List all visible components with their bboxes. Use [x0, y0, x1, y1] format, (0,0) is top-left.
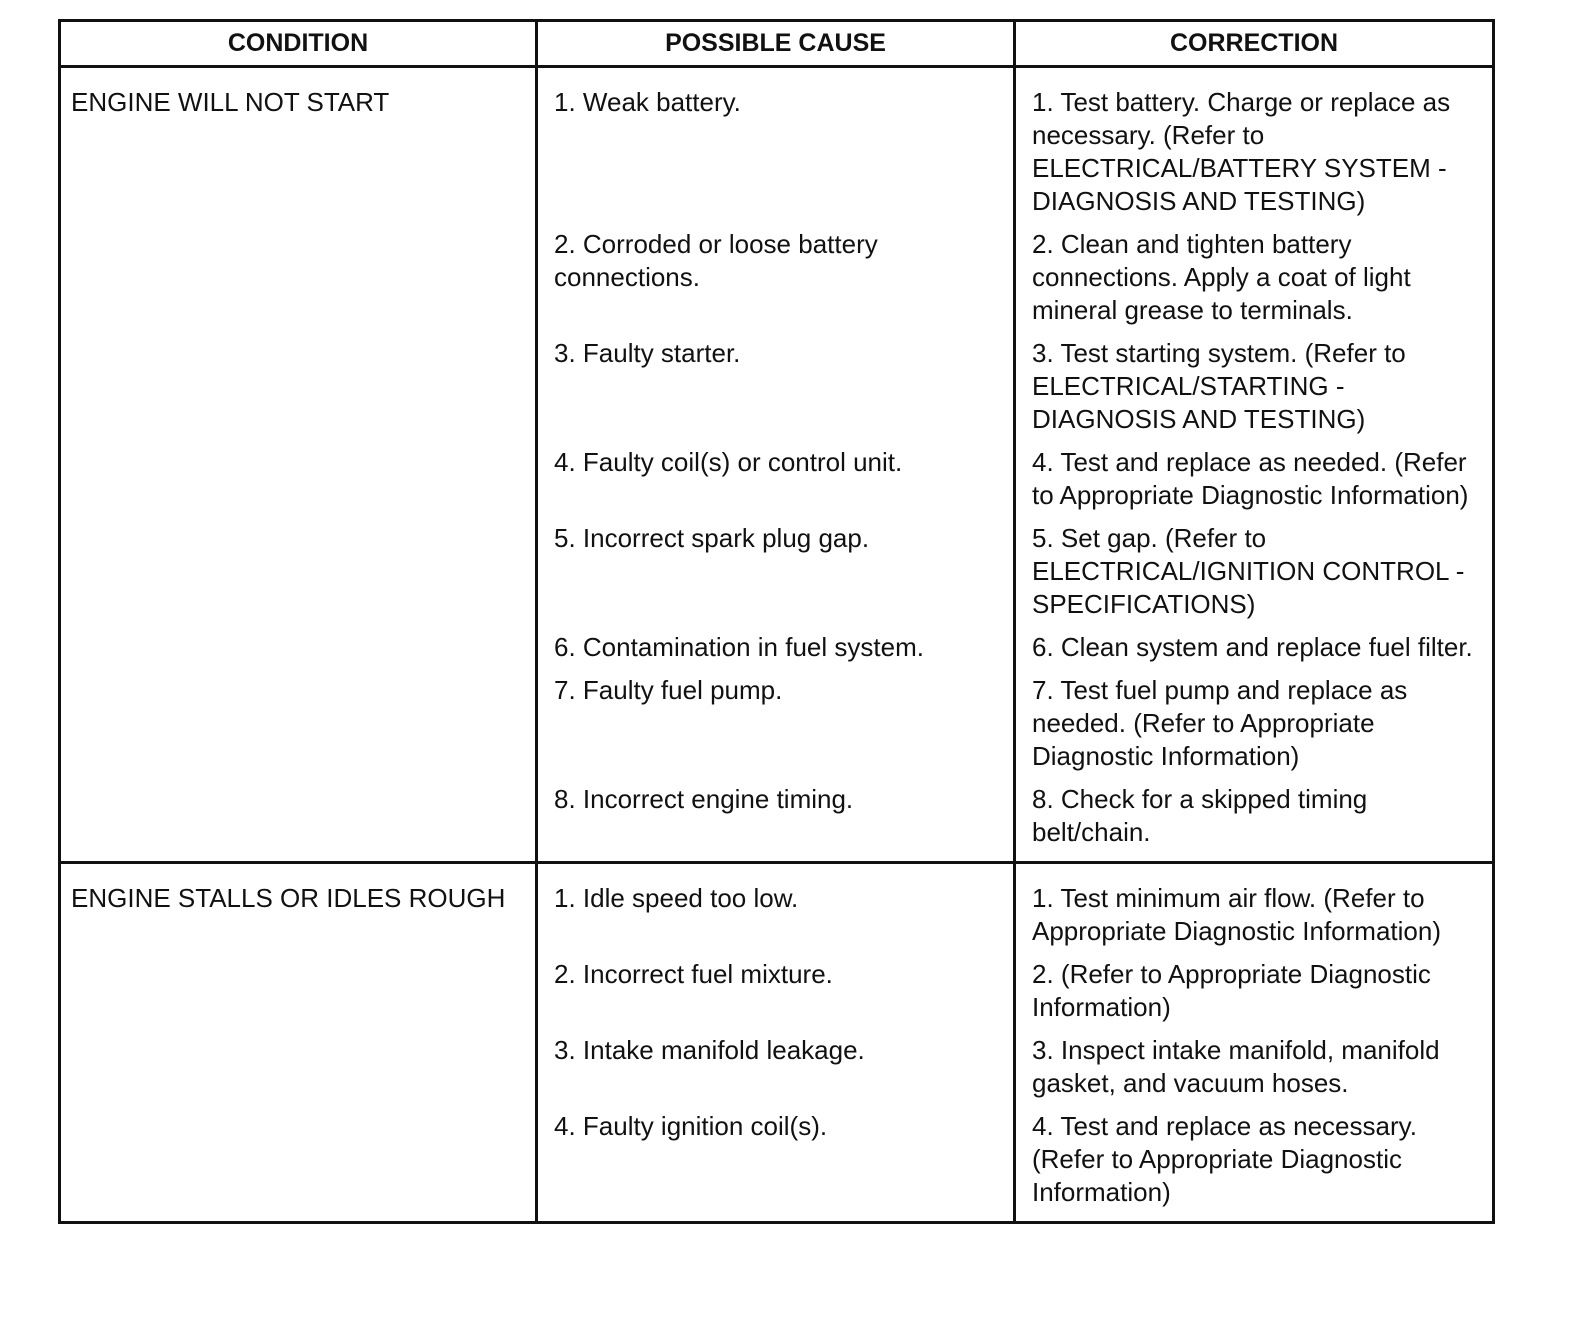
correction-cell: 6. Clean system and replace fuel filter.: [1015, 631, 1494, 674]
condition-cell: ENGINE STALLS OR IDLES ROUGH: [60, 863, 537, 1223]
condition-cell: ENGINE WILL NOT START: [60, 67, 537, 863]
cause-cell: 3. Faulty starter.: [537, 337, 1015, 446]
cause-cell: 7. Faulty fuel pump.: [537, 674, 1015, 783]
header-row: [60, 21, 1494, 67]
cause-cell: 4. Faulty ignition coil(s).: [537, 1110, 1015, 1223]
engine-will-not-start-group: [60, 67, 1494, 863]
correction-cell: 7. Test fuel pump and replace as needed. (Refer to Appropriate Diagnostic Information): [1015, 674, 1494, 783]
cause-cell: 2. Corroded or loose battery connections.: [537, 228, 1015, 337]
cause-cell: 8. Incorrect engine timing.: [537, 783, 1015, 863]
header-correction: CORRECTION: [1015, 21, 1494, 67]
correction-cell: 5. Set gap. (Refer to ELECTRICAL/IGNITION CONTROL - SPECIFICATIONS): [1015, 522, 1494, 631]
correction-cell: 1. Test minimum air flow. (Refer to Appropriate Diagnostic Information): [1015, 863, 1494, 959]
correction-cell: 8. Check for a skipped timing belt/chain.: [1015, 783, 1494, 863]
header-possible-cause: POSSIBLE CAUSE: [537, 21, 1015, 67]
correction-cell: 2. Clean and tighten battery connections. Apply a coat of light mineral grease to terminals.: [1015, 228, 1494, 337]
cause-cell: 2. Incorrect fuel mixture.: [537, 958, 1015, 1034]
correction-cell: 1. Test battery. Charge or replace as necessary. (Refer to ELECTRICAL/BATTERY SYSTEM - DIAGNOSIS AND TESTING): [1015, 67, 1494, 229]
cause-cell: 1. Weak battery.: [537, 67, 1015, 229]
cause-cell: 6. Contamination in fuel system.: [537, 631, 1015, 674]
diagnosis-table: [58, 19, 1495, 1224]
correction-cell: 4. Test and replace as necessary. (Refer to Appropriate Diagnostic Information): [1015, 1110, 1494, 1223]
table-row: [60, 67, 1494, 229]
cause-cell: 1. Idle speed too low.: [537, 863, 1015, 959]
table-row: [60, 863, 1494, 959]
correction-cell: 2. (Refer to Appropriate Diagnostic Information): [1015, 958, 1494, 1034]
cause-cell: 3. Intake manifold leakage.: [537, 1034, 1015, 1110]
correction-cell: 4. Test and replace as needed. (Refer to Appropriate Diagnostic Information): [1015, 446, 1494, 522]
header-condition: CONDITION: [60, 21, 537, 67]
correction-cell: 3. Test starting system. (Refer to ELECTRICAL/STARTING - DIAGNOSIS AND TESTING): [1015, 337, 1494, 446]
cause-cell: 5. Incorrect spark plug gap.: [537, 522, 1015, 631]
cause-cell: 4. Faulty coil(s) or control unit.: [537, 446, 1015, 522]
engine-stalls-group: [60, 863, 1494, 1223]
correction-cell: 3. Inspect intake manifold, manifold gasket, and vacuum hoses.: [1015, 1034, 1494, 1110]
